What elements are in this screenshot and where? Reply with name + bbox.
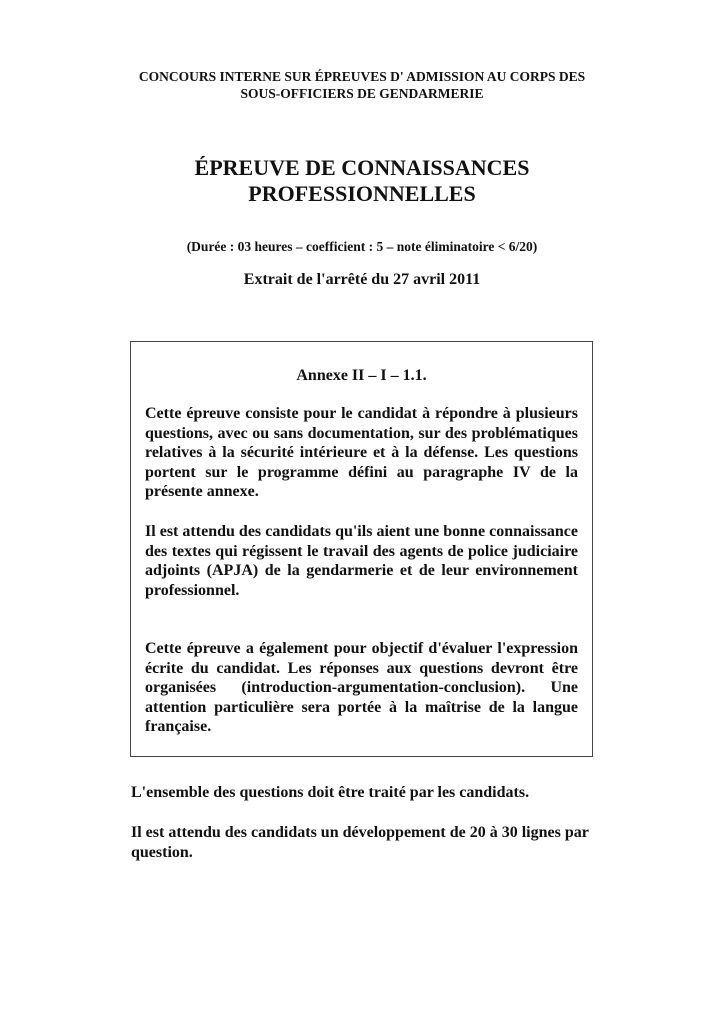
page-title bbox=[0, 155, 724, 207]
annex-paragraph: Cette épreuve consiste pour le candidat à répondre à plusieurs questions, avec ou sans documentation, sur des problématiques relatives à la sécurité intérieure et à la défense. Les questions portent sur le programme défini au paragraphe IV de la présente annexe. bbox=[145, 405, 578, 501]
document-header bbox=[0, 68, 724, 102]
title-line-1: ÉPREUVE DE CONNAISSANCES bbox=[194, 155, 530, 180]
annex-title: Annexe II – I – 1.1. bbox=[296, 367, 427, 384]
exam-duration: (Durée : 03 heures – coefficient : 5 – note éliminatoire < 6/20) bbox=[186, 239, 538, 254]
footer-instruction-2: Il est attendu des candidats un développement de 20 à 30 lignes par question. bbox=[131, 824, 589, 861]
annex-paragraph: Il est attendu des candidats qu'ils aient une bonne connaissance des textes qui régissent le travail des agents de police judiciaire adjoints (APJA) de la gendarmerie et de leur environnement professionnel. bbox=[145, 523, 578, 599]
annex-box bbox=[130, 341, 593, 757]
title-line-2: PROFESSIONNELLES bbox=[248, 181, 476, 206]
decree-extract: Extrait de l'arrêté du 27 avril 2011 bbox=[243, 271, 481, 288]
annex-paragraph: Cette épreuve a également pour objectif d'évaluer l'expression écrite du candidat. Les réponses aux questions devront être organisées (introduction-argumentation-conclusion). Une attention particulière sera portée à la maîtrise de la langue française. bbox=[145, 640, 578, 736]
header-line-1: CONCOURS INTERNE SUR ÉPREUVES D' ADMISSION AU CORPS DES bbox=[138, 69, 586, 84]
footer-instruction-1: L'ensemble des questions doit être traité par les candidats. bbox=[131, 784, 530, 801]
header-line-2: SOUS-OFFICIERS DE GENDARMERIE bbox=[240, 86, 484, 101]
